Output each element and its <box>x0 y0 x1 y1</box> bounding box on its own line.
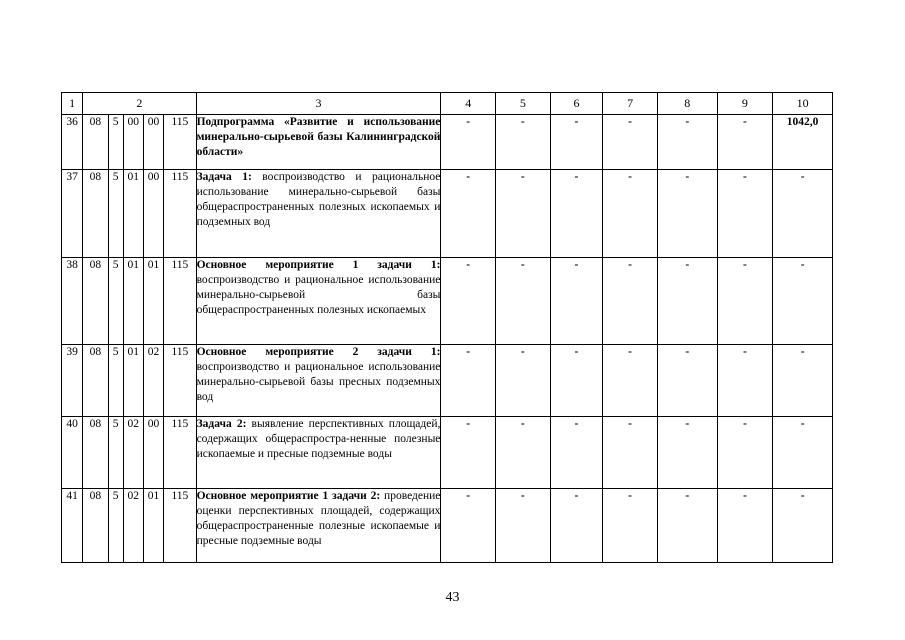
row-number-cell: 41 <box>62 489 83 563</box>
code-program-cell: 5 <box>108 258 123 345</box>
value-cell-col9: - <box>717 170 773 258</box>
value-cell-col6: - <box>550 170 603 258</box>
code-event-cell: 00 <box>143 170 163 258</box>
description-cell <box>196 258 441 345</box>
value-cell-col10: 1042,0 <box>773 115 833 170</box>
value-cell-col5: - <box>496 258 551 345</box>
row-number-cell: 37 <box>62 170 83 258</box>
value-cell-col9: - <box>717 489 773 563</box>
value-cell-col9: - <box>717 258 773 345</box>
value-cell-col6: - <box>550 417 603 489</box>
description-title: Задача 1: <box>196 171 252 183</box>
header-cell-3: 3 <box>196 93 441 115</box>
table-row <box>62 258 833 345</box>
header-cell-4: 4 <box>441 93 496 115</box>
header-cell-2: 2 <box>83 93 196 115</box>
budget-table <box>61 92 833 563</box>
code-section-cell: 08 <box>83 417 108 489</box>
value-cell-col4: - <box>441 417 496 489</box>
code-event-cell: 00 <box>143 417 163 489</box>
value-cell-col7: - <box>603 115 658 170</box>
value-cell-col8: - <box>657 489 717 563</box>
code-target-cell: 115 <box>164 258 196 345</box>
code-event-cell: 01 <box>143 489 163 563</box>
value-cell-col6: - <box>550 345 603 417</box>
page-number: 43 <box>445 590 460 605</box>
value-cell-col8: - <box>657 258 717 345</box>
value-cell-col4: - <box>441 489 496 563</box>
code-target-cell: 115 <box>164 115 196 170</box>
value-cell-col7: - <box>603 258 658 345</box>
value-cell-col5: - <box>496 417 551 489</box>
row-number-cell: 40 <box>62 417 83 489</box>
code-target-cell: 115 <box>164 345 196 417</box>
row-number-cell: 36 <box>62 115 83 170</box>
value-cell-col4: - <box>441 345 496 417</box>
table-row <box>62 115 833 170</box>
value-cell-col10: - <box>773 170 833 258</box>
code-section-cell: 08 <box>83 345 108 417</box>
code-section-cell: 08 <box>83 258 108 345</box>
value-cell-col5: - <box>496 115 551 170</box>
value-cell-col8: - <box>657 115 717 170</box>
code-task-cell: 01 <box>123 345 143 417</box>
description-cell <box>196 417 441 489</box>
code-program-cell: 5 <box>108 170 123 258</box>
table-header-row <box>62 93 833 115</box>
code-program-cell: 5 <box>108 345 123 417</box>
value-cell-col10: - <box>773 258 833 345</box>
value-cell-col7: - <box>603 170 658 258</box>
code-target-cell: 115 <box>164 170 196 258</box>
value-cell-col9: - <box>717 417 773 489</box>
value-cell-col10: - <box>773 345 833 417</box>
header-cell-1: 1 <box>62 93 83 115</box>
table-row <box>62 489 833 563</box>
header-cell-10: 10 <box>773 93 833 115</box>
value-cell-col9: - <box>717 115 773 170</box>
header-cell-5: 5 <box>496 93 551 115</box>
value-cell-col8: - <box>657 345 717 417</box>
description-cell <box>196 170 441 258</box>
header-cell-6: 6 <box>550 93 603 115</box>
description-text: выявление перспективных площадей, содержащих общераспростра-ненные полезные ископаемые и пресные подземные воды <box>196 418 441 460</box>
value-cell-col4: - <box>441 115 496 170</box>
description-text: воспроизводство и рациональное использование минерально-сырьевой базы пресных подземных вод <box>196 361 441 403</box>
code-section-cell: 08 <box>83 115 108 170</box>
description-text: проведение оценки перспективных площадей, содержащих общераспространенные полезные ископаемые и пресные подземные воды <box>196 490 441 547</box>
description-text: воспроизводство и рациональное использование минерально-сырьевой базы общераспространенных полезных ископаемых <box>196 274 441 316</box>
code-target-cell: 115 <box>164 417 196 489</box>
description-text: воспроизводство и рациональное использование минерально-сырьевой базы общераспространенных полезных ископаемых и подземных вод <box>196 171 441 228</box>
code-task-cell: 02 <box>123 489 143 563</box>
code-program-cell: 5 <box>108 489 123 563</box>
code-program-cell: 5 <box>108 115 123 170</box>
code-event-cell: 01 <box>143 258 163 345</box>
code-event-cell: 02 <box>143 345 163 417</box>
header-cell-9: 9 <box>717 93 773 115</box>
value-cell-col8: - <box>657 170 717 258</box>
description-title: Основное мероприятие 2 задачи 1: <box>196 346 441 358</box>
description-title: Основное мероприятие 1 задачи 1: <box>196 259 441 271</box>
value-cell-col5: - <box>496 170 551 258</box>
code-event-cell: 00 <box>143 115 163 170</box>
description-cell <box>196 489 441 563</box>
value-cell-col5: - <box>496 489 551 563</box>
value-cell-col9: - <box>717 345 773 417</box>
value-cell-col7: - <box>603 417 658 489</box>
header-cell-8: 8 <box>657 93 717 115</box>
description-title: Задача 2: <box>196 418 247 430</box>
table-row <box>62 170 833 258</box>
value-cell-col10: - <box>773 417 833 489</box>
description-title: Основное мероприятие 1 задачи 2: <box>196 490 381 502</box>
code-task-cell: 01 <box>123 170 143 258</box>
code-section-cell: 08 <box>83 489 108 563</box>
description-cell <box>196 115 441 170</box>
header-cell-7: 7 <box>603 93 658 115</box>
value-cell-col10: - <box>773 489 833 563</box>
value-cell-col8: - <box>657 417 717 489</box>
value-cell-col4: - <box>441 258 496 345</box>
table-row <box>62 417 833 489</box>
description-title: Подпрограмма «Развитие и использование минерально-сырьевой базы Калининградской области» <box>196 116 441 158</box>
code-section-cell: 08 <box>83 170 108 258</box>
value-cell-col7: - <box>603 345 658 417</box>
code-task-cell: 00 <box>123 115 143 170</box>
code-task-cell: 02 <box>123 417 143 489</box>
code-task-cell: 01 <box>123 258 143 345</box>
value-cell-col7: - <box>603 489 658 563</box>
row-number-cell: 38 <box>62 258 83 345</box>
row-number-cell: 39 <box>62 345 83 417</box>
code-target-cell: 115 <box>164 489 196 563</box>
description-cell <box>196 345 441 417</box>
value-cell-col6: - <box>550 115 603 170</box>
value-cell-col6: - <box>550 258 603 345</box>
value-cell-col6: - <box>550 489 603 563</box>
value-cell-col4: - <box>441 170 496 258</box>
code-program-cell: 5 <box>108 417 123 489</box>
value-cell-col5: - <box>496 345 551 417</box>
table-row <box>62 345 833 417</box>
